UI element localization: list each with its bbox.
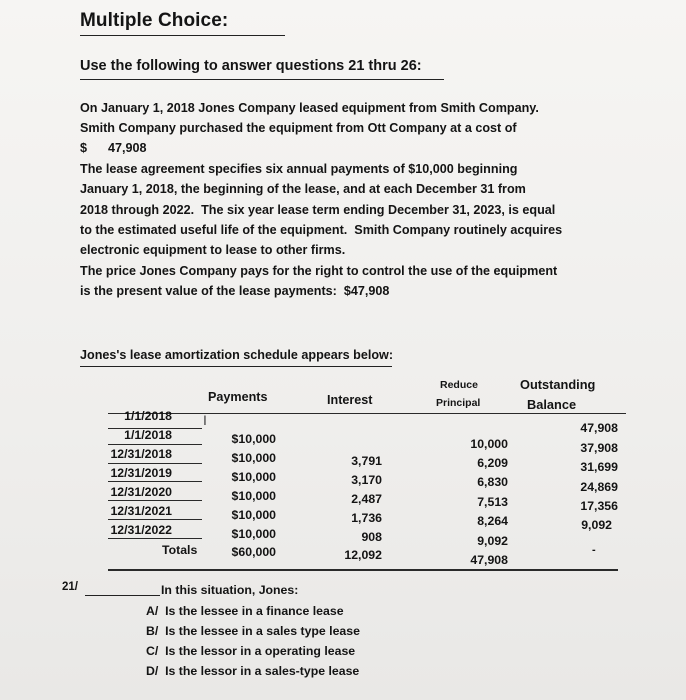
principal-cell: 6,830	[477, 475, 508, 489]
text-cursor-icon: I	[203, 412, 207, 428]
interest-cell: 3,791	[351, 454, 382, 468]
date-cell: 12/31/2022	[110, 523, 172, 537]
paragraph-line: Smith Company purchased the equipment from Ott Company at a cost of	[80, 121, 517, 135]
section-heading: Multiple Choice:	[80, 10, 229, 31]
table-rule	[108, 500, 202, 501]
header-reduce: Reduce	[440, 379, 478, 391]
question-prompt: In this situation, Jones:	[161, 583, 299, 597]
balance-cell: 37,908	[580, 441, 618, 455]
heading-underline	[80, 35, 285, 36]
paragraph-line: electronic equipment to lease to other firms.	[80, 243, 346, 257]
header-balance: Balance	[527, 397, 577, 412]
date-cell: 12/31/2019	[110, 466, 172, 480]
paragraph-line: is the present value of the lease payments: $47,908	[80, 284, 390, 298]
principal-cell: 6,209	[477, 456, 508, 470]
paragraph-line: On January 1, 2018 Jones Company leased equipment from Smith Company.	[80, 101, 539, 115]
table-bottom-rule	[108, 569, 618, 571]
paragraph-line: $ 47,908	[80, 141, 147, 155]
header-outstanding: Outstanding	[520, 377, 596, 392]
option-b[interactable]: B/ Is the lessee in a sales type lease	[146, 624, 360, 638]
payment-cell: $10,000	[231, 451, 276, 465]
total-interest: 12,092	[344, 548, 382, 562]
principal-cell: 8,264	[477, 514, 508, 528]
option-d[interactable]: D/ Is the lessor in a sales-type lease	[146, 664, 360, 678]
paragraph-line: The lease agreement specifies six annual payments of $10,000 beginning	[80, 162, 518, 176]
payment-cell: $10,000	[231, 527, 276, 541]
date-cell: 12/31/2018	[110, 447, 172, 461]
header-payments: Payments	[208, 390, 268, 404]
table-rule	[108, 444, 202, 445]
table-rule	[108, 481, 202, 482]
total-principal: 47,908	[470, 553, 508, 567]
totals-label: Totals	[162, 543, 198, 557]
payment-cell: $10,000	[231, 470, 276, 484]
question-number: 21/	[62, 581, 78, 593]
interest-cell: 908	[361, 530, 382, 544]
date-cell: 12/31/2020	[110, 485, 172, 499]
paragraph-line: to the estimated useful life of the equipment. Smith Company routinely acquires	[80, 223, 563, 237]
date-cell: 12/31/2021	[110, 504, 172, 518]
interest-cell: 2,487	[351, 492, 382, 506]
table-rule	[108, 519, 202, 520]
schedule-title: Jones's lease amortization schedule appears below:	[80, 348, 394, 362]
option-a[interactable]: A/ Is the lessee in a finance lease	[146, 604, 344, 618]
header-principal: Principal	[436, 397, 481, 409]
instruction-underline	[80, 79, 444, 80]
principal-cell: 9,092	[477, 534, 508, 548]
balance-cell: 47,908	[580, 421, 618, 435]
principal-cell: 7,513	[477, 495, 508, 509]
payment-cell: $10,000	[231, 489, 276, 503]
header-interest: Interest	[327, 393, 373, 407]
principal-cell: 10,000	[470, 437, 508, 451]
table-rule	[108, 463, 202, 464]
payment-cell: $10,000	[231, 432, 276, 446]
balance-cell: 24,869	[580, 480, 618, 494]
date-cell: 1/1/2018	[124, 428, 172, 442]
payment-cell: $10,000	[231, 508, 276, 522]
table-rule	[108, 538, 202, 539]
date-cell: 1/1/2018	[124, 409, 172, 423]
schedule-title-underline	[80, 366, 392, 367]
paragraph-line: January 1, 2018, the beginning of the lease, and at each December 31 from	[80, 182, 526, 196]
balance-cell: -	[592, 544, 596, 556]
interest-cell: 3,170	[351, 473, 382, 487]
balance-cell: 17,356	[580, 499, 618, 513]
option-c[interactable]: C/ Is the lessor in a operating lease	[146, 644, 356, 658]
total-payment: $60,000	[231, 545, 276, 559]
balance-cell: 9,092	[581, 518, 612, 532]
answer-blank[interactable]	[85, 595, 160, 596]
paragraph-line: The price Jones Company pays for the right to control the use of the equipment	[80, 264, 558, 278]
table-rule	[108, 413, 626, 414]
instruction-text: Use the following to answer questions 21 thru 26:	[80, 58, 422, 74]
paragraph-line: 2018 through 2022. The six year lease term ending December 31, 2023, is equal	[80, 203, 556, 217]
interest-cell: 1,736	[351, 511, 382, 525]
balance-cell: 31,699	[580, 460, 618, 474]
